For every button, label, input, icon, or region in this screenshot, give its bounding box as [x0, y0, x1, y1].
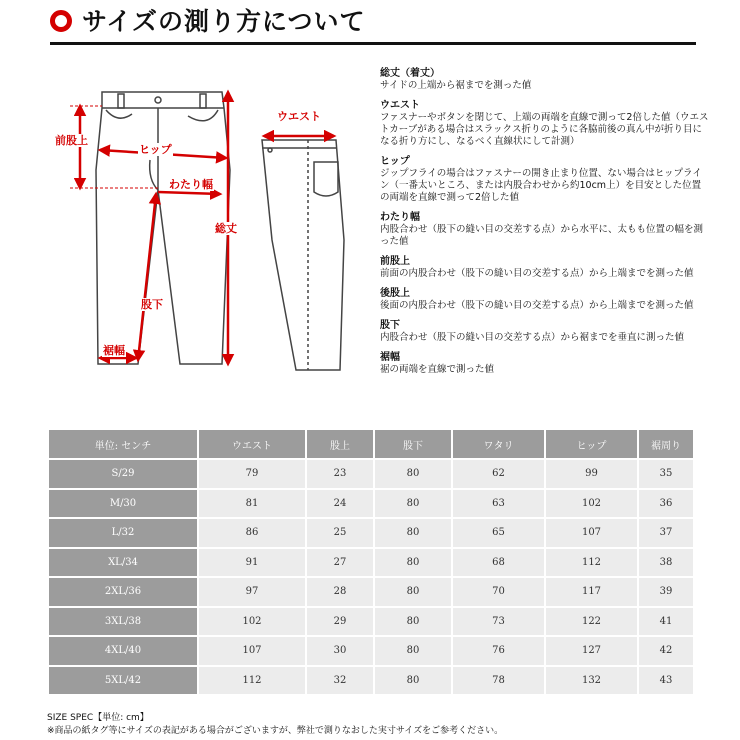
- table-cell: 37: [638, 518, 694, 548]
- definition-total-length: [380, 68, 710, 92]
- table-cell: 112: [198, 666, 306, 696]
- table-cell: 68: [452, 548, 545, 578]
- definition-body: 裾の両端を直線で測った値: [380, 364, 495, 375]
- size-cell: 4XL/40: [48, 636, 198, 666]
- table-cell: 80: [374, 577, 452, 607]
- size-cell: XL/34: [48, 548, 198, 578]
- table-cell: 30: [306, 636, 374, 666]
- table-cell: 32: [306, 666, 374, 696]
- definition-hip: [380, 156, 710, 204]
- table-cell: 24: [306, 489, 374, 519]
- definition-front-rise: [380, 256, 710, 280]
- side-pants-drawing: [262, 140, 344, 370]
- definition-title: 後股上: [380, 288, 410, 299]
- red-circle-icon: [50, 10, 72, 32]
- definition-body: 内股合わせ（股下の縫い目の交差する点）から裾までを垂直に測った値: [380, 332, 685, 343]
- table-cell: 36: [638, 489, 694, 519]
- size-cell: M/30: [48, 489, 198, 519]
- size-cell: S/29: [48, 459, 198, 489]
- definition-body: ファスナーやボタンを閉じて、上端の両端を直線で測って2倍した値（ウエストカーブがある場合はスラックス折りのように各脇前後の真ん中が折り目になる折り方にし、なるべく直線状にして計測）: [380, 112, 709, 147]
- header-divider: [50, 42, 696, 45]
- column-header: 単位: センチ: [48, 429, 198, 459]
- table-cell: 80: [374, 548, 452, 578]
- definition-body: ジップフライの場合はファスナーの開き止まり位置、ない場合はヒップライン（一番太いところ、または内股合わせから約10cm上）を目安とした位置の両端を直線で測って2倍した値: [380, 168, 702, 203]
- table-cell: 80: [374, 489, 452, 519]
- definition-title: 股下: [380, 320, 400, 331]
- table-cell: 73: [452, 607, 545, 637]
- table-cell: 78: [452, 666, 545, 696]
- column-header: 股下: [374, 429, 452, 459]
- table-cell: 80: [374, 636, 452, 666]
- table-cell: 80: [374, 666, 452, 696]
- table-cell: 29: [306, 607, 374, 637]
- table-row: [48, 666, 694, 696]
- table-row: [48, 548, 694, 578]
- size-cell: L/32: [48, 518, 198, 548]
- table-cell: 63: [452, 489, 545, 519]
- table-row: [48, 577, 694, 607]
- column-header: ウエスト: [198, 429, 306, 459]
- page-title: サイズの測り方について: [82, 7, 366, 36]
- definition-body: 後面の内股合わせ（股下の縫い目の交差する点）から上端までを測った値: [380, 300, 694, 311]
- table-row: [48, 489, 694, 519]
- size-cell: 5XL/42: [48, 666, 198, 696]
- measure-lines: [70, 92, 334, 364]
- table-cell: 79: [198, 459, 306, 489]
- front-pants-drawing: [96, 92, 230, 364]
- column-header: 裾周り: [638, 429, 694, 459]
- table-cell: 80: [374, 459, 452, 489]
- definition-title: わたり幅: [380, 212, 420, 223]
- table-cell: 28: [306, 577, 374, 607]
- definition-hem-width: [380, 352, 710, 376]
- table-cell: 76: [452, 636, 545, 666]
- measurement-definitions: [380, 68, 710, 384]
- definition-thigh: [380, 212, 710, 248]
- definition-inseam: [380, 320, 710, 344]
- size-cell: 2XL/36: [48, 577, 198, 607]
- table-cell: 80: [374, 607, 452, 637]
- definition-body: 内股合わせ（股下の縫い目の交差する点）から水平に、太もも位置の幅を測った値: [380, 224, 704, 247]
- table-cell: 91: [198, 548, 306, 578]
- size-note: ※商品の紙タグ等にサイズの表記がある場合がございますが、弊社で測りなおした実寸サイズをご参考ください。: [47, 726, 504, 736]
- size-spec-table: [47, 428, 695, 696]
- table-cell: 27: [306, 548, 374, 578]
- table-row: [48, 636, 694, 666]
- definition-waist: [380, 100, 710, 148]
- inseam-label: 股下: [141, 298, 163, 311]
- table-cell: 97: [198, 577, 306, 607]
- table-cell: 35: [638, 459, 694, 489]
- total-length-label: 総丈: [215, 222, 237, 235]
- column-header: ワタリ: [452, 429, 545, 459]
- definition-title: ウエスト: [380, 100, 420, 111]
- thigh-label: わたり幅: [169, 178, 213, 191]
- table-cell: 43: [638, 666, 694, 696]
- table-cell: 38: [638, 548, 694, 578]
- definition-title: 裾幅: [380, 352, 400, 363]
- table-cell: 107: [545, 518, 638, 548]
- table-row: [48, 607, 694, 637]
- table-cell: 23: [306, 459, 374, 489]
- table-cell: 62: [452, 459, 545, 489]
- size-spec-unit: SIZE SPEC【単位: cm】: [47, 713, 149, 723]
- definition-back-rise: [380, 288, 710, 312]
- table-cell: 41: [638, 607, 694, 637]
- hem-width-label: 裾幅: [103, 344, 125, 357]
- column-header: 股上: [306, 429, 374, 459]
- column-header: ヒップ: [545, 429, 638, 459]
- table-header-row: [48, 429, 694, 459]
- definition-body: 前面の内股合わせ（股下の縫い目の交差する点）から上端までを測った値: [380, 268, 694, 279]
- table-row: [48, 459, 694, 489]
- table-cell: 70: [452, 577, 545, 607]
- table-cell: 102: [198, 607, 306, 637]
- table-cell: 81: [198, 489, 306, 519]
- table-cell: 42: [638, 636, 694, 666]
- table-cell: 25: [306, 518, 374, 548]
- table-cell: 86: [198, 518, 306, 548]
- hip-label: ヒップ: [139, 143, 172, 156]
- table-cell: 99: [545, 459, 638, 489]
- front-rise-label: 前股上: [55, 134, 88, 147]
- table-cell: 65: [452, 518, 545, 548]
- table-cell: 112: [545, 548, 638, 578]
- table-cell: 132: [545, 666, 638, 696]
- table-cell: 122: [545, 607, 638, 637]
- pants-measurement-diagram: [40, 70, 370, 400]
- page-header: [50, 4, 710, 46]
- table-cell: 117: [545, 577, 638, 607]
- definition-title: 総丈（着丈）: [380, 68, 440, 79]
- table-row: [48, 518, 694, 548]
- definition-title: 前股上: [380, 256, 410, 267]
- table-cell: 102: [545, 489, 638, 519]
- definition-body: サイドの上端から裾までを測った値: [380, 80, 532, 91]
- table-cell: 80: [374, 518, 452, 548]
- table-cell: 127: [545, 636, 638, 666]
- size-spec-footer: [47, 712, 503, 738]
- table-cell: 39: [638, 577, 694, 607]
- waist-label: ウエスト: [277, 110, 321, 123]
- definition-title: ヒップ: [380, 156, 410, 167]
- table-cell: 107: [198, 636, 306, 666]
- size-cell: 3XL/38: [48, 607, 198, 637]
